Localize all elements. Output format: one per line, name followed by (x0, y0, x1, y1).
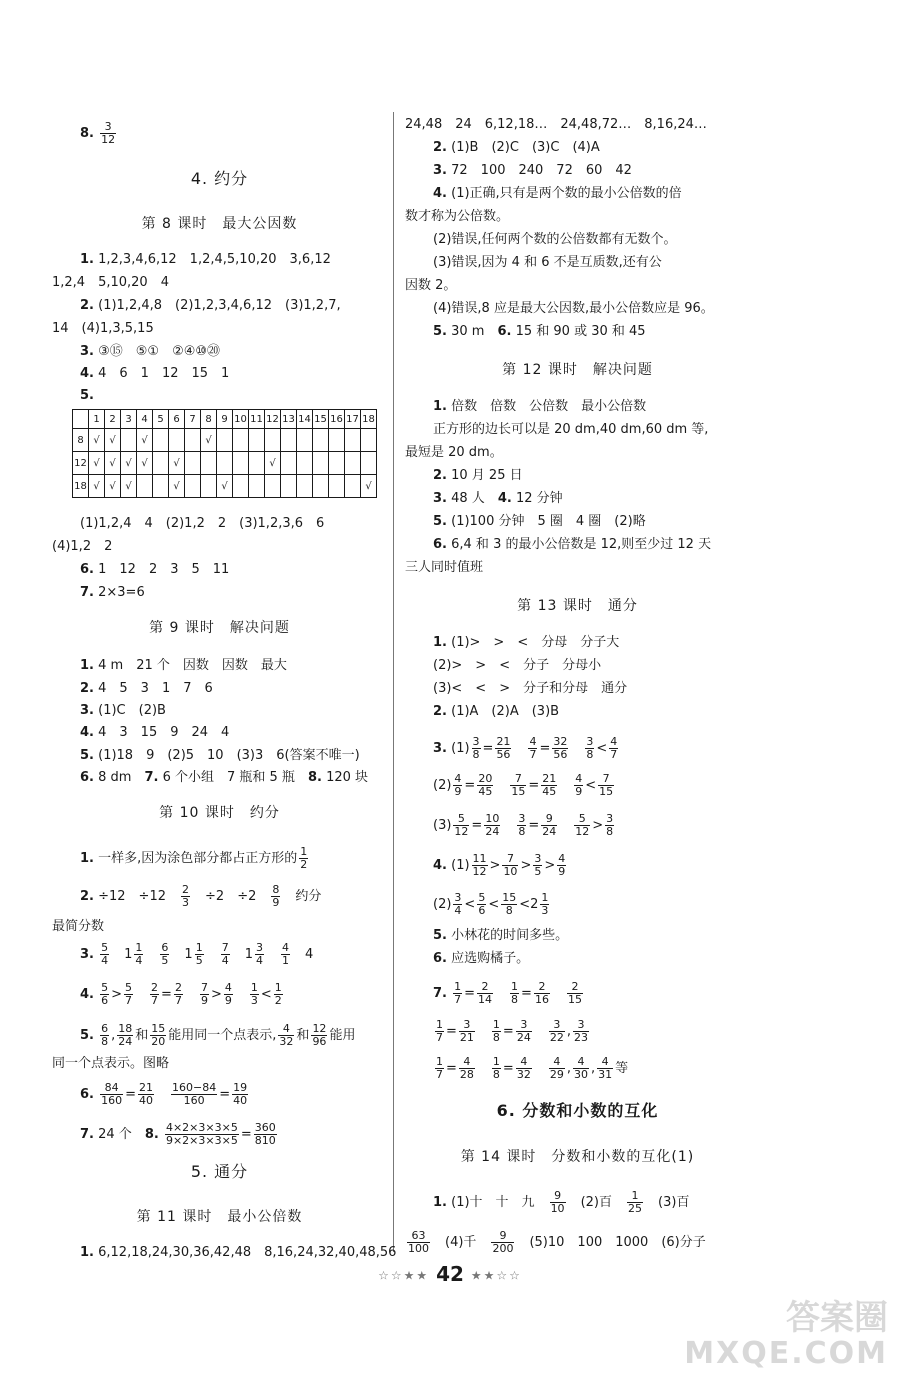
grid-header-row (73, 410, 377, 429)
grid-cell (329, 429, 345, 452)
page-number: 42 (436, 1262, 464, 1286)
grid-cell: √ (105, 429, 121, 452)
grid-cell (121, 429, 137, 452)
grid-cell: √ (89, 475, 105, 498)
grid-cell (233, 452, 249, 475)
answer-9-4: 4. 4 3 15 9 24 4 (80, 725, 230, 740)
grid-row (73, 475, 377, 498)
answer-13-2: 2. (1)A (2)A (3)B (433, 704, 560, 719)
answer-11-2: 2. (1)B (2)C (3)C (4)A (433, 140, 600, 155)
answer-13-7-c: $\frac{1}{7}$ = $\frac{4}{28}$ $\frac{1}{8}$ = $\frac{4}{32}$ $\frac{4}{29}$ , $\frac{4}{30}$ , $\frac{4}{31}$ 等 (436, 1055, 629, 1081)
answer-12-1-b: 正方形的边长可以是 20 dm,40 dm,60 dm 等, (433, 422, 709, 437)
grid-cell (249, 452, 265, 475)
grid-cell (137, 475, 153, 498)
grid-cell (345, 475, 361, 498)
grid-cell (153, 452, 169, 475)
grid-row (73, 429, 377, 452)
answer-11-4-c: (2)错误,任何两个数的公倍数都有无数个。 (433, 232, 677, 247)
answer-11-1-cont: 24,48 24 6,12,18… 24,48,72… 8,16,24… (405, 117, 707, 132)
lesson-title-14: 第 14 课时 分数和小数的互化(1) (460, 1149, 695, 1165)
grid-cell: 1 (89, 410, 105, 429)
answer-1-cont: 1,2,4 5,10,20 4 (52, 275, 169, 290)
answer-8: 8. $\frac{3}{12}$ (80, 120, 116, 146)
grid-cell (153, 429, 169, 452)
answer-13-3-2: (2) $\frac{4}{9}$ = $\frac{20}{45}$ $\frac{7}{15}$ = $\frac{21}{45}$ $\frac{4}{9}$ < $\frac{7}{15}$ (433, 772, 614, 798)
grid-cell (185, 452, 201, 475)
answer-12-1: 1. 倍数 倍数 公倍数 最小公倍数 (433, 399, 647, 414)
grid-cell (313, 475, 329, 498)
answer-11-4-f: (4)错误,8 应是最大公因数,最小公倍数应是 96。 (433, 301, 714, 316)
grid-cell (297, 429, 313, 452)
lesson-title-13: 第 13 课时 通分 (517, 598, 638, 614)
grid-cell (281, 475, 297, 498)
grid-cell: √ (121, 452, 137, 475)
answer-11-1: 1. 6,12,18,24,30,36,42,48 8,16,24,32,40,48,56 (80, 1245, 397, 1260)
answer-3: 3. ③⑮ ⑤① ②④⑩⑳ (80, 344, 221, 359)
answer-13-4: 4. (1) $\frac{11}{12}$ > $\frac{7}{10}$ > $\frac{3}{5}$ > $\frac{4}{9}$ (433, 852, 566, 878)
answer-9-1: 1. 4 m 21 个 因数 因数 最大 (80, 658, 287, 673)
lesson-title-11: 第 11 课时 最小公倍数 (136, 1209, 303, 1225)
grid-cell: 14 (297, 410, 313, 429)
answer-12-6: 6. 6,4 和 3 的最小公倍数是 12,则至少过 12 天 (433, 537, 712, 552)
lesson-title-9: 第 9 课时 解决问题 (149, 620, 290, 636)
grid-cell: 4 (137, 410, 153, 429)
watermark-logo: 答案圈 MXQE.COM (684, 1298, 888, 1371)
answer-13-4-2: (2) $\frac{3}{4}$ < $\frac{5}{6}$ < $\frac{15}{8}$ <2 $\frac{1}{3}$ (433, 891, 549, 917)
grid-cell: 7 (185, 410, 201, 429)
answer-11-5-6: 5. 30 m 6. 15 和 90 或 30 和 45 (433, 324, 646, 339)
grid-cell (281, 429, 297, 452)
answer-12-3-4: 3. 48 人 4. 12 分钟 (433, 491, 563, 506)
grid-cell: 18 (361, 410, 377, 429)
grid-cell: √ (361, 475, 377, 498)
answer-13-1: 1. (1)> > < 分母 分子大 (433, 635, 620, 650)
grid-cell: √ (137, 452, 153, 475)
answer-9-3: 3. (1)C (2)B (80, 703, 166, 718)
answer-11-3: 3. 72 100 240 72 60 42 (433, 163, 632, 178)
grid-cell: √ (89, 429, 105, 452)
answer-9-6-8: 6. 8 dm 7. 6 个小组 7 瓶和 5 瓶 8. 120 块 (80, 770, 369, 785)
answer-13-3: 3. (1) $\frac{3}{8}$ = $\frac{21}{56}$ $\frac{4}{7}$ = $\frac{32}{56}$ $\frac{3}{8}$ < $\frac{4}{7}$ (433, 735, 618, 761)
grid-cell: 8 (201, 410, 217, 429)
grid-cell: √ (105, 452, 121, 475)
answer-7: 7. 2×3=6 (80, 585, 145, 600)
column-divider (393, 112, 394, 1252)
answer-9-5: 5. (1)18 9 (2)5 10 (3)3 6(答案不唯一) (80, 748, 360, 763)
answer-13-5: 5. 小林花的时间多些。 (433, 928, 569, 943)
grid-cell: 5 (153, 410, 169, 429)
star-decoration-left: ☆☆★★ (378, 1268, 430, 1283)
grid-cell: 15 (313, 410, 329, 429)
grid-cell (329, 452, 345, 475)
grid-cell (233, 429, 249, 452)
answer-9-2: 2. 4 5 3 1 7 6 (80, 681, 213, 696)
lesson-title-12: 第 12 课时 解决问题 (502, 362, 653, 378)
grid-cell (73, 410, 89, 429)
grid-cell: √ (121, 475, 137, 498)
grid-cell: √ (265, 452, 281, 475)
answer-6: 6. 1 12 2 3 5 11 (80, 562, 230, 577)
grid-cell: 11 (249, 410, 265, 429)
grid-row (73, 452, 377, 475)
grid-cell: 6 (169, 410, 185, 429)
grid-cell (265, 429, 281, 452)
section-title-5: 5. 通分 (190, 1162, 249, 1181)
grid-cell (313, 452, 329, 475)
grid-cell (265, 475, 281, 498)
answer-13-6: 6. 应选购橘子。 (433, 951, 530, 966)
answer-5: 5. (80, 388, 94, 403)
lesson-title-8: 第 8 课时 最大公因数 (141, 216, 298, 232)
page-footer (0, 1262, 900, 1286)
answer-12-2: 2. 10 月 25 日 (433, 468, 523, 483)
grid-cell (249, 475, 265, 498)
grid-cell (297, 475, 313, 498)
grid-cell (361, 452, 377, 475)
grid-cell (217, 429, 233, 452)
grid-cell: √ (89, 452, 105, 475)
grid-cell: 2 (105, 410, 121, 429)
answer-10-2: 2. ÷12 ÷12 $\frac{2}{3}$ ÷2 ÷2 $\frac{8}{9}$ 约分 (80, 883, 322, 909)
star-decoration-right: ★★☆☆ (470, 1268, 522, 1283)
answer-12-6-b: 三人同时值班 (405, 560, 484, 575)
answer-10-1: 1. 一样多,因为涂色部分都占正方形的 $\frac{1}{2}$ (80, 845, 308, 871)
answer-10-5-cont: 同一个点表示。图略 (52, 1056, 170, 1071)
grid-cell (297, 452, 313, 475)
grid-cell (249, 429, 265, 452)
answer-11-4-e: 因数 2。 (405, 278, 457, 293)
grid-cell (217, 452, 233, 475)
grid-cell (233, 475, 249, 498)
answer-2: 2. (1)1,2,4,8 (2)1,2,3,4,6,12 (3)1,2,7, (80, 298, 341, 313)
answer-14-1: 1. (1)十 十 九 $\frac{9}{10}$ (2)百 $\frac{1}{25}$ (3)百 (433, 1189, 690, 1215)
fraction: $\frac{3}{12}$ (101, 120, 116, 146)
grid-cell: 18 (73, 475, 89, 498)
answer-13-3-3: (3) $\frac{5}{12}$ = $\frac{10}{24}$ $\frac{3}{8}$ = $\frac{9}{24}$ $\frac{5}{12}$ > $\frac{3}{8}$ (433, 812, 614, 838)
answer-2-cont: 14 (4)1,3,5,15 (52, 321, 154, 336)
grid-cell: 13 (281, 410, 297, 429)
answer-10-6: 6. $\frac{84}{160}$ = $\frac{21}{40}$ $\frac{160-84}{160}$ = $\frac{19}{40}$ (80, 1081, 248, 1107)
answer-4: 4. 4 6 1 12 15 1 (80, 366, 230, 381)
answer-11-4-d: (3)错误,因为 4 和 6 不是互质数,还有公 (433, 255, 662, 270)
answer-13-1-b: (2)> > < 分子 分母小 (433, 658, 602, 673)
answer-11-4-b: 数才称为公倍数。 (405, 209, 510, 224)
grid-cell (313, 429, 329, 452)
grid-cell (185, 429, 201, 452)
grid-cell (185, 475, 201, 498)
grid-cell (345, 429, 361, 452)
answer-11-4: 4. (1)正确,只有是两个数的最小公倍数的倍 (433, 186, 682, 201)
grid-cell: 17 (345, 410, 361, 429)
grid-cell: √ (137, 429, 153, 452)
grid-cell: 8 (73, 429, 89, 452)
answer-10-2-cont: 最简分数 (52, 919, 105, 934)
answer-10-3: 3. $\frac{5}{4}$ 1 $\frac{1}{4}$ $\frac{6}{5}$ 1 $\frac{1}{5}$ $\frac{7}{4}$ 1 $\frac{3}{4}$ $\frac{4}{1}$ 4 (80, 941, 314, 967)
answer-12-1-c: 最短是 20 dm。 (405, 445, 503, 460)
answer-5-sub: (1)1,2,4 4 (2)1,2 2 (3)1,2,3,6 6 (80, 516, 325, 531)
grid-cell (201, 475, 217, 498)
answer-12-5: 5. (1)100 分钟 5 圈 4 圈 (2)略 (433, 514, 646, 529)
multiples-grid (72, 409, 377, 498)
grid-cell (329, 475, 345, 498)
lesson-title-10: 第 10 课时 约分 (159, 805, 280, 821)
grid-cell: √ (169, 452, 185, 475)
grid-cell (201, 452, 217, 475)
answer-10-5: 5. $\frac{6}{8}$ , $\frac{18}{24}$ 和 $\frac{15}{20}$ 能用同一个点表示, $\frac{4}{32}$ 和 $\frac{12}{96}$ 能用 (80, 1022, 356, 1048)
grid-cell: 10 (233, 410, 249, 429)
grid-cell: 12 (265, 410, 281, 429)
grid-cell (169, 429, 185, 452)
answer-10-7-8: 7. 24 个 8. $\frac{4\times 2\times 3\times 3\times 5}{9\times 2\times 3\times 3\times 5}$ = $\frac{360}{810}$ (80, 1121, 276, 1147)
section-title-4: 4. 约分 (190, 169, 249, 188)
grid-cell (361, 429, 377, 452)
answer-10-4: 4. $\frac{5}{6}$ > $\frac{5}{7}$ $\frac{2}{7}$ = $\frac{2}{7}$ $\frac{7}{9}$ > $\frac{4}{9}$ $\frac{1}{3}$ < $\frac{1}{2}$ (80, 981, 282, 1007)
answer-14-1-b: $\frac{63}{100}$ (4)千 $\frac{9}{200}$ (5)10 100 1000 (6)分子 (408, 1229, 706, 1255)
answer-13-7-b: $\frac{1}{7}$ = $\frac{3}{21}$ $\frac{1}{8}$ = $\frac{3}{24}$ $\frac{3}{22}$ , $\frac{3}{23}$ (436, 1018, 588, 1044)
answer-13-1-c: (3)< < > 分子和分母 通分 (433, 681, 628, 696)
answer-5-sub-cont: (4)1,2 2 (52, 539, 113, 554)
grid-cell (345, 452, 361, 475)
grid-cell: 12 (73, 452, 89, 475)
grid-cell: 9 (217, 410, 233, 429)
grid-cell: √ (201, 429, 217, 452)
grid-cell (153, 475, 169, 498)
grid-cell: 3 (121, 410, 137, 429)
grid-cell (281, 452, 297, 475)
section-title-6: 6. 分数和小数的互化 (496, 1101, 659, 1120)
grid-cell: 16 (329, 410, 345, 429)
answer-1: 1. 1,2,3,4,6,12 1,2,4,5,10,20 3,6,12 (80, 252, 331, 267)
grid-cell: √ (169, 475, 185, 498)
grid-cell: √ (217, 475, 233, 498)
answer-13-7: 7. $\frac{1}{7}$ = $\frac{2}{14}$ $\frac{1}{8}$ = $\frac{2}{16}$ $\frac{2}{15}$ (433, 980, 582, 1006)
grid-cell: √ (105, 475, 121, 498)
